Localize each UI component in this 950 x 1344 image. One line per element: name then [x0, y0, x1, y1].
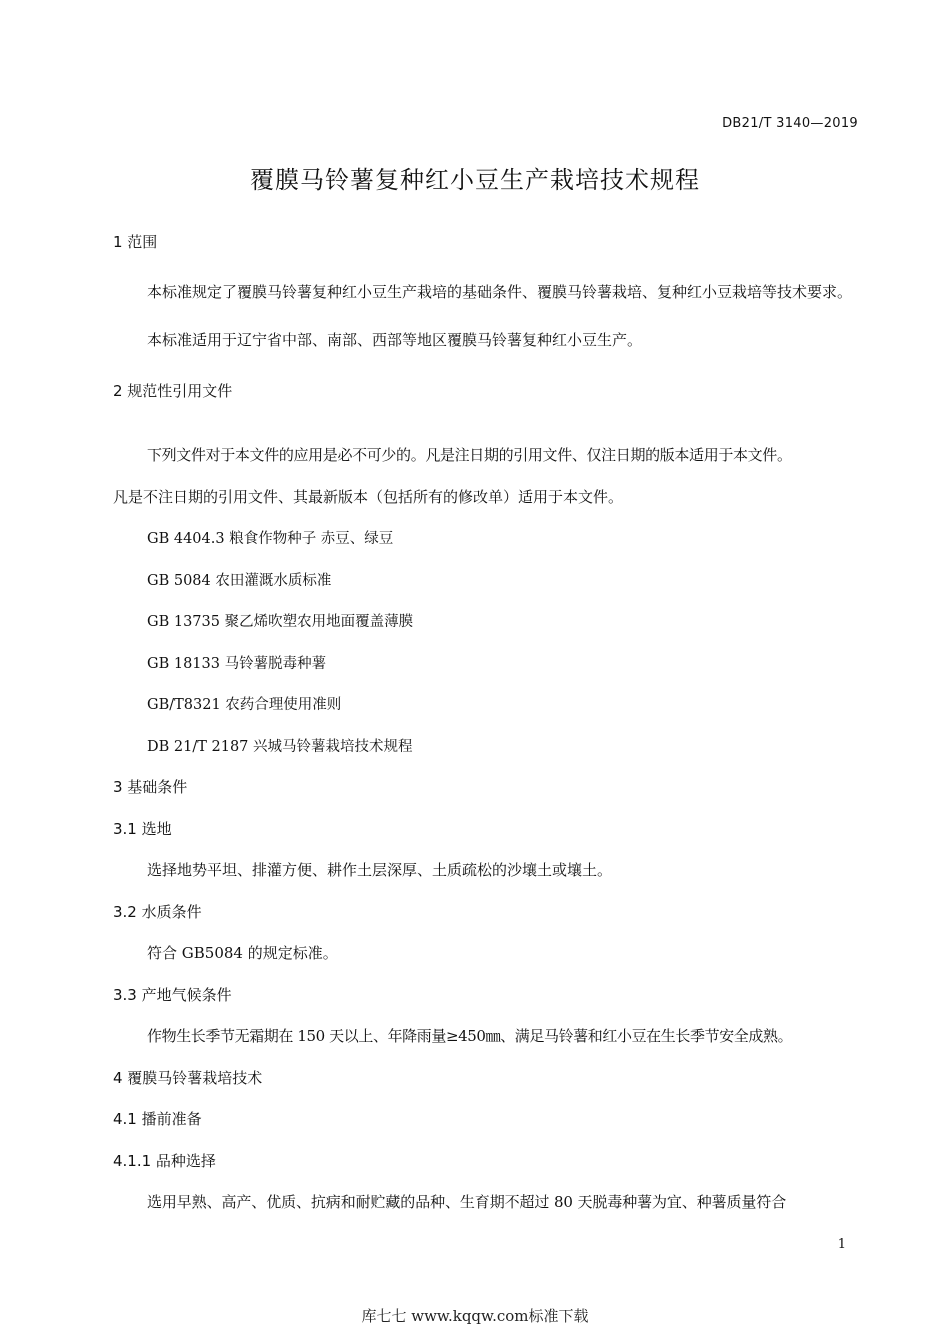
reference-item: GB 13735 聚乙烯吹塑农用地面覆盖薄膜 — [147, 614, 414, 630]
reference-item: GB 5084 农田灌溉水质标准 — [147, 573, 332, 589]
section-1-paragraph-2: 本标准适用于辽宁省中部、南部、西部等地区覆膜马铃薯复种红小豆生产。 — [147, 331, 643, 349]
section-4-1-1-text: 选用早熟、高产、优质、抗病和耐贮藏的品种、生育期不超过 80 天脱毒种薯为宜、种薯质量符合 — [147, 1193, 787, 1211]
section-3-2-heading: 3.2 水质条件 — [113, 903, 202, 921]
section-2-intro-line-1: 下列文件对于本文件的应用是必不可少的。凡是注日期的引用文件、仅注日期的版本适用于本文件。 — [147, 446, 792, 464]
section-3-3-text: 作物生长季节无霜期在 150 天以上、年降雨量≥450㎜、满足马铃薯和红小豆在生长季节安全成熟。 — [147, 1027, 793, 1045]
reference-item: DB 21/T 2187 兴城马铃薯栽培技术规程 — [147, 739, 413, 755]
section-2-intro-line-2: 凡是不注日期的引用文件、其最新版本（包括所有的修改单）适用于本文件。 — [113, 488, 624, 506]
section-1-heading: 1 范围 — [113, 233, 158, 251]
section-3-2-text: 符合 GB5084 的规定标准。 — [147, 944, 338, 962]
section-3-1-text: 选择地势平坦、排灌方便、耕作土层深厚、土质疏松的沙壤土或壤土。 — [147, 861, 613, 879]
reference-item: GB/T8321 农药合理使用准则 — [147, 697, 342, 713]
section-4-heading: 4 覆膜马铃薯栽培技术 — [113, 1069, 263, 1087]
footer-watermark: 库七七 www.kqqw.com标准下载 — [361, 1307, 589, 1325]
document-title: 覆膜马铃薯复种红小豆生产栽培技术规程 — [250, 166, 700, 194]
reference-item: GB 4404.3 粮食作物种子 赤豆、绿豆 — [147, 531, 394, 547]
section-1-paragraph-1: 本标准规定了覆膜马铃薯复种红小豆生产栽培的基础条件、覆膜马铃薯栽培、复种红小豆栽培等技术要求。 — [147, 283, 853, 301]
document-code: DB21/T 3140—2019 — [722, 116, 858, 131]
section-3-1-heading: 3.1 选地 — [113, 820, 172, 838]
page-number: 1 — [837, 1237, 846, 1252]
section-4-1-heading: 4.1 播前准备 — [113, 1110, 202, 1128]
section-3-3-heading: 3.3 产地气候条件 — [113, 986, 232, 1004]
section-3-heading: 3 基础条件 — [113, 778, 188, 796]
reference-item: GB 18133 马铃薯脱毒种薯 — [147, 656, 327, 672]
section-2-heading: 2 规范性引用文件 — [113, 382, 233, 400]
section-4-1-1-heading: 4.1.1 品种选择 — [113, 1152, 216, 1170]
